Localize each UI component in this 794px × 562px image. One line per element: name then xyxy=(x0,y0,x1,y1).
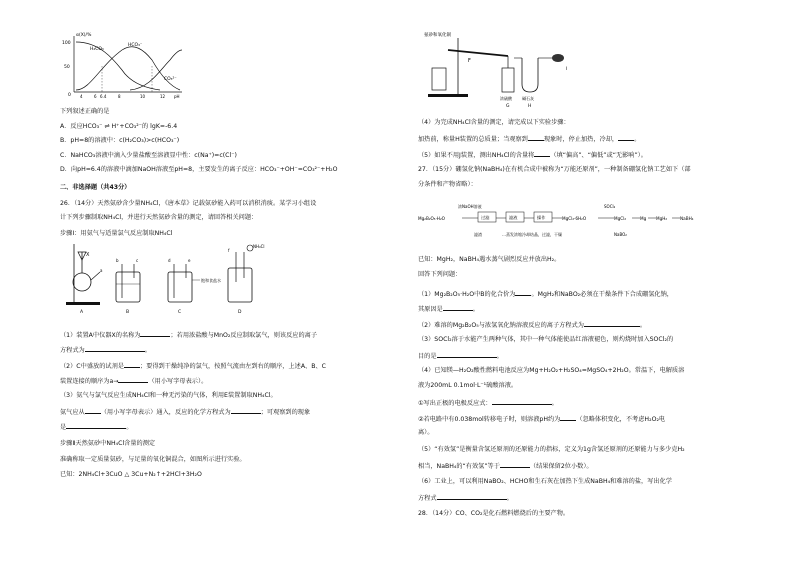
answer-blank[interactable] xyxy=(500,461,530,468)
flow-operation: 操作 xyxy=(537,215,546,220)
distribution-graph xyxy=(60,30,190,102)
answer-blank[interactable] xyxy=(534,150,550,157)
flow-mgh2: MgH₂ xyxy=(656,216,668,221)
answer-blank[interactable] xyxy=(66,422,126,429)
label-i: I xyxy=(566,67,568,72)
q27-line1: 27．（15分）硼氢化钠(NaBH₄)在有机合成中被称为“万能还原剂”，一种制备硼氢化钠工艺如下（部 xyxy=(418,166,691,173)
answer-blank[interactable] xyxy=(618,134,634,141)
q2-line2: 装置连接的顺序为a→ （用小写字母表示）。 xyxy=(60,378,208,385)
graph-y50: 50 xyxy=(64,65,70,70)
graph-y0: 0 xyxy=(68,93,71,98)
apparatus-label: C xyxy=(178,310,182,315)
section-heading: 二、非选择题（共43分） xyxy=(60,184,131,191)
step2-known: 已知：2NH₄Cl+3CuO △ 3Cu+N₂↑+2HCl+3H₂O xyxy=(60,471,202,478)
step2-text: 准确称取一定质量氨砂，与足量的氧化铜混合，如图所示进行实验。 xyxy=(60,456,246,463)
answer-heading: 回答下列问题： xyxy=(418,271,462,278)
q1-line: （1）装置A中仪器X的名称为 ；若用浓盐酸与MnO₂反应制取氯气，则该反应的离子 xyxy=(60,332,318,339)
flow-nabo2: NaBO₂ xyxy=(614,232,627,237)
answer-blank[interactable] xyxy=(85,345,145,352)
xtick: 4 xyxy=(80,94,83,99)
q3-line3: 是 。 xyxy=(60,424,133,431)
q3-line: （3）氨气与氯气反应生成NH₄Cl和一种无污染的气体，利用E装置制取NH₄Cl。 xyxy=(60,392,277,399)
port-d: d xyxy=(168,258,171,263)
label-co3: CO₃²⁻ xyxy=(164,77,177,82)
option-a: A．反应HCO₃⁻ ⇌ H⁺+CO₃²⁻的 lgK=-6.4 xyxy=(60,123,178,130)
label-liquid: 饱和食盐水 xyxy=(201,278,221,283)
answer-blank[interactable] xyxy=(437,351,497,358)
flow-reagent: 浓NaOH溶液 xyxy=(458,204,482,209)
flow-socl2: SOCl₂ xyxy=(604,204,616,209)
q26-line1: 26．（14分）天然氨砂含少量NH₄Cl，《唐本草》记载氨砂能入药可以消积消痰。某学习小组设 xyxy=(60,200,317,207)
known-line: 已知：MgH₂，NaBH₄遇水蒸气剧烈反应并放出H₂。 xyxy=(418,256,561,263)
label-h-reagent: 碱石灰 xyxy=(522,96,534,101)
answer-blank[interactable] xyxy=(437,493,507,500)
r4-line2: 液为200mL 0.1mol·L⁻¹硫酸溶液。 xyxy=(418,382,518,389)
r4-line5: 离）。 xyxy=(418,429,434,436)
xtick: 12 xyxy=(160,94,166,99)
curve-hco3 xyxy=(76,47,180,90)
answer-blank[interactable] xyxy=(124,361,140,368)
label-h: H xyxy=(528,104,532,109)
left-column xyxy=(60,0,390,562)
step1-heading: 步骤Ⅰ：用氨气与适量氯气反应制取NH₄Cl xyxy=(60,230,173,237)
graph-y100: 100 xyxy=(62,41,71,46)
answer-blank[interactable] xyxy=(492,398,552,405)
apparatus-label: B xyxy=(126,310,130,315)
label-g: G xyxy=(506,104,510,109)
answer-blank[interactable] xyxy=(85,407,101,414)
r5-line: （5）“有效氢”是衡量含氢还原剂的还原能力的指标，定义为1g含氢还原剂的还原能力与多少克H₂ xyxy=(418,446,685,453)
r2-line: （2）难溶的Mg₂B₂O₅与浓氢氧化钠溶液反应的离子方程式为 。 xyxy=(418,322,647,329)
answer-blank[interactable] xyxy=(528,134,544,141)
answer-blank[interactable] xyxy=(140,330,170,337)
q1-line2: 方程式为 。 xyxy=(60,347,151,354)
option-c: C．NaHCO₃溶液中滴入少量盐酸至溶液显中性：c(Na⁺)=c(Cl⁻) xyxy=(60,152,237,159)
xtick: pH xyxy=(174,94,180,99)
flow-filter: 过滤 xyxy=(481,215,490,220)
r6-line: （6）工业上，可以利用NaBO₂、HCHO和生石灰在加热下生成NaBH₄和难溶的盐，写出化学 xyxy=(418,478,672,485)
label-g-reagent: 浓硫酸 xyxy=(500,96,512,101)
flow-end: NaBH₄ xyxy=(680,216,694,221)
flow-residue: 滤渣 xyxy=(474,232,482,237)
q4-line2: 加热前，称量H装置的总质量；当观察到 现象时，停止加热，冷却， 。 xyxy=(418,136,641,143)
port-a: a xyxy=(100,268,103,273)
r5-line2: 相当，NaBH₄的“有效氢”等于 （结果保留2位小数）。 xyxy=(418,463,593,470)
answer-blank[interactable] xyxy=(584,320,640,327)
label-sand-cuo: 氨砂和氧化铜 xyxy=(424,33,451,38)
label-h2co3: H₂CO₃ xyxy=(90,47,104,52)
label-x: X xyxy=(86,252,90,258)
flow-crystallize: …蒸发浓缩冷却结晶，过滤，干燥 xyxy=(502,232,562,237)
port-f: f xyxy=(228,248,230,253)
q4-line1: （4）为完成NH₄Cl含量的测定，请完成以下实验步骤： xyxy=(418,119,570,126)
option-d: D．向pH=6.4的溶液中滴加NaOH溶液至pH=8，主要发生的离子反应：HCO₃⁻+OH⁻=CO₃²⁻+H₂O xyxy=(60,166,338,173)
flow-filtrate: 滤液 xyxy=(509,215,518,220)
xtick: 6.4 xyxy=(100,94,107,99)
curve-h2co3 xyxy=(76,42,160,90)
apparatus-a-d xyxy=(60,242,265,315)
question-intro: 下列叙述正确的是 xyxy=(60,108,110,115)
answer-blank[interactable] xyxy=(443,304,473,311)
option-b: B．pH=8的溶液中：c(H₂CO₃)>c(HCO₃⁻) xyxy=(60,137,180,144)
answer-blank[interactable] xyxy=(231,407,261,414)
port-b: b xyxy=(116,258,119,263)
label-nh4cl: NH₄Cl xyxy=(253,244,265,249)
r4-line3: ①写出正极的电极反应式： 。 xyxy=(418,400,558,407)
label-hco3: HCO₃⁻ xyxy=(128,43,143,48)
r3-line2: 目的是 。 xyxy=(418,353,503,360)
r4-line: （4）已知镁—H₂O₂酸性燃料电池反应为Mg+H₂O₂+H₂SO₄=MgSO₄+2H₂O。常温下，电解质溶 xyxy=(418,367,685,374)
q28-line: 28．（14分）CO、CO₂是化石燃料燃烧后的主要产物。 xyxy=(418,510,570,517)
graph-ylabel: α(X)/% xyxy=(76,33,92,38)
r1-line: （1）Mg₂B₂O₅·H₂O中B的化合价为 。MgH₂和NaBO₂必须在干燥条件下合成硼氢化钠， xyxy=(418,291,673,298)
xtick: 10 xyxy=(140,94,146,99)
apparatus-label: A xyxy=(80,310,84,315)
xtick: 8 xyxy=(118,94,121,99)
flow-mgcl2: MgCl₂ xyxy=(614,216,627,221)
process-flow xyxy=(418,198,718,248)
right-column xyxy=(418,0,738,562)
r3-line: （3）SOCl₂溶于水能产生两种气体，其中一种气体能使品红溶液褪色，则灼烧时加入SOCl₂的 xyxy=(418,336,674,343)
q27-line2: 分条件和产物省略）： xyxy=(418,181,477,188)
flow-mg: Mg xyxy=(640,216,647,221)
r1-line2: 其原因是 。 xyxy=(418,306,479,313)
apparatus-f-j xyxy=(418,28,578,108)
r4-line4: ②若电路中有0.038mol转移电子时，则溶液pH约为 （忽略体积变化，不考虑H₂O₂电 xyxy=(418,416,666,423)
flow-mgcl-hydrate: MgCl₂·6H₂O xyxy=(562,216,587,221)
q26-line2: 计下列步骤制取NH₄Cl，并进行天然氨砂含量的测定，请回答相关问题： xyxy=(60,214,258,221)
label-f: F xyxy=(468,58,471,64)
port-c: c xyxy=(136,258,139,263)
flow-start: Mg₂B₂O₅·H₂O xyxy=(418,216,445,221)
r6-line2: 方程式 。 xyxy=(418,495,513,502)
answer-blank[interactable] xyxy=(118,376,148,383)
apparatus-label: D xyxy=(238,310,242,315)
q3-line2: 氨气应从 （用小写字母表示）通入，反应的化学方程式为 ；可观察到的现象 xyxy=(60,409,311,416)
answer-blank[interactable] xyxy=(560,414,576,421)
port-e: e xyxy=(188,258,191,263)
answer-blank[interactable] xyxy=(515,289,531,296)
xtick: 6 xyxy=(94,94,97,99)
q2-line: （2）C中盛放的试剂是 ；要得到干燥纯净的氯气，按照气流由左到右的顺序，上述A、B、C xyxy=(60,363,326,370)
step2-heading: 步骤Ⅱ天然氨砂中NH₄Cl含量的测定 xyxy=(60,440,156,447)
q5-line: （5）如果不用J装置，测出NH₄Cl的含量将 （填“偏高”、“偏低”或“无影响”）。 xyxy=(418,152,647,159)
